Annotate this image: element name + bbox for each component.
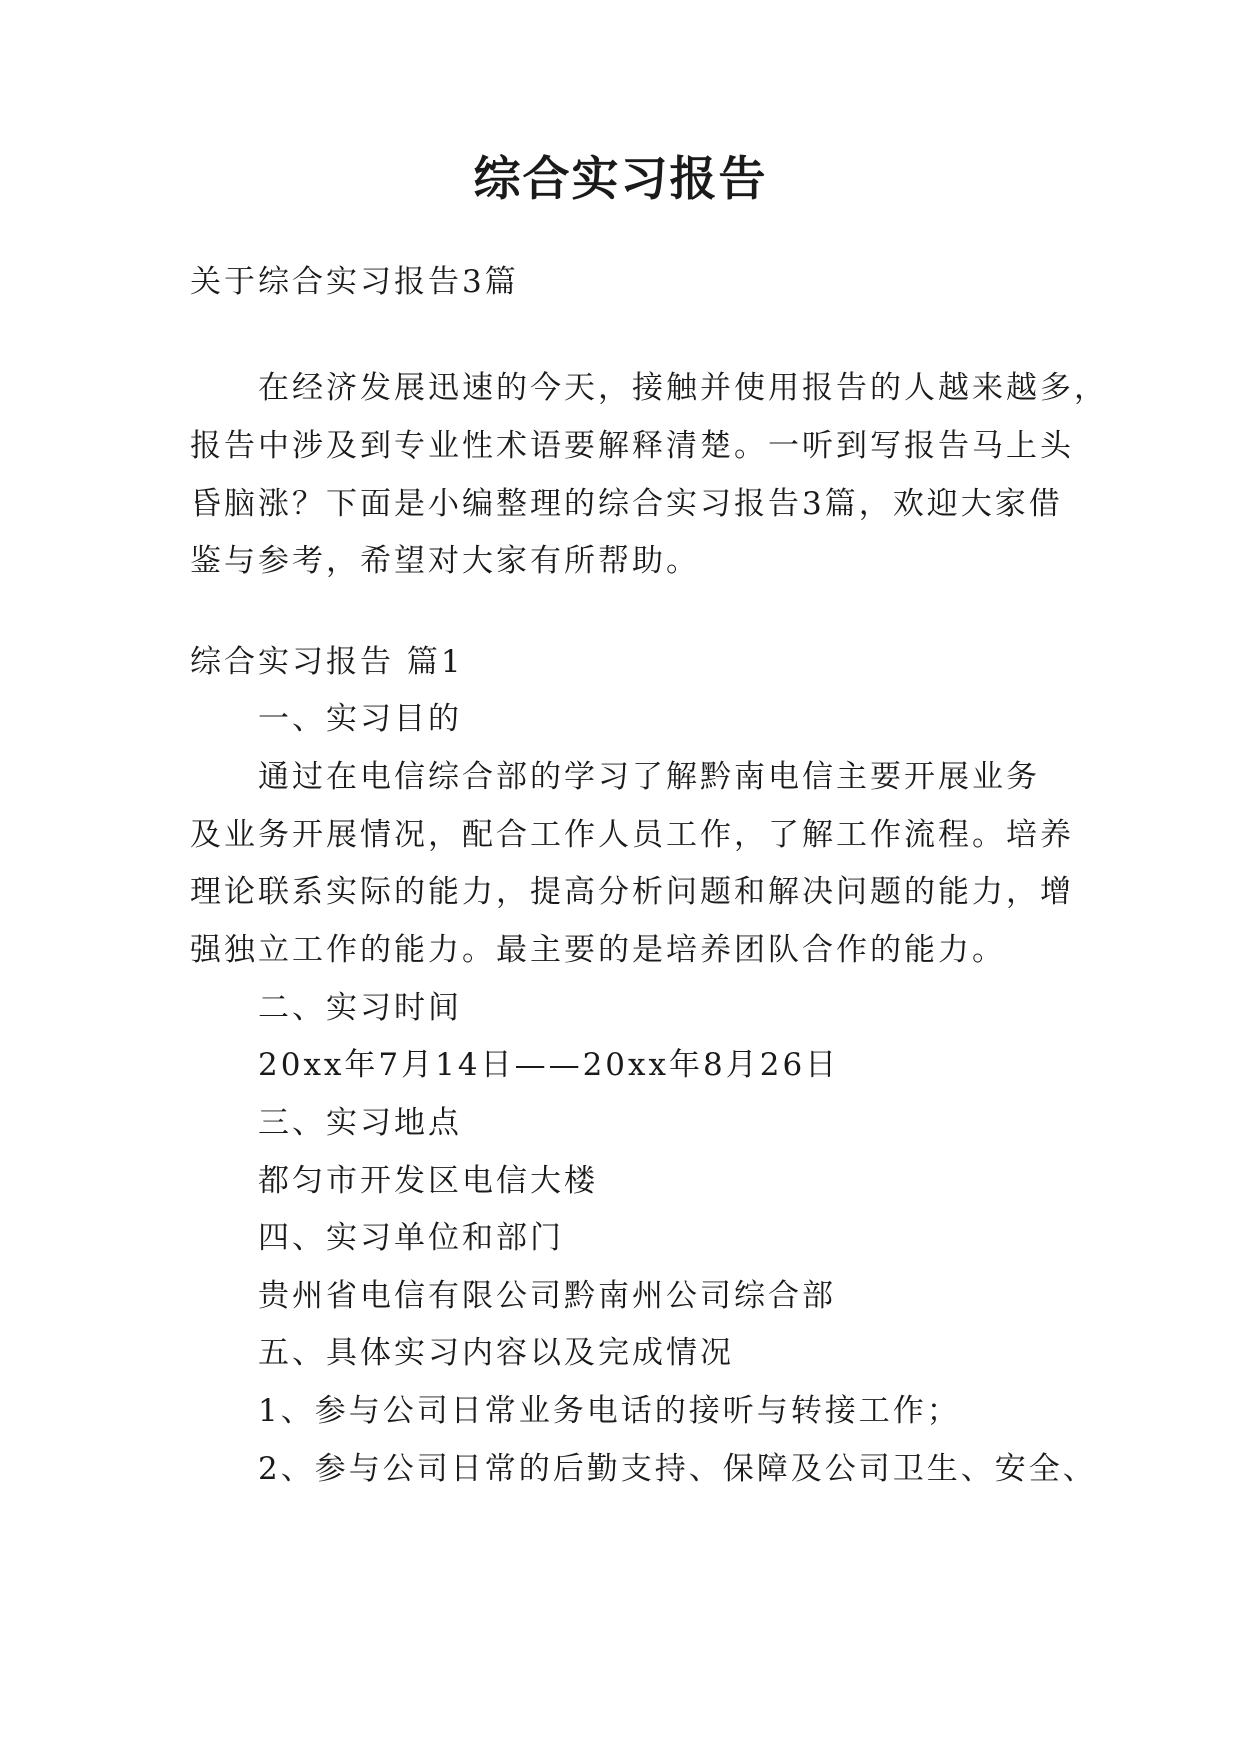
intro-line-2: 报告中涉及到专业性术语要解释清楚。一听到写报告马上头 <box>190 428 1074 464</box>
heading-content: 五、具体实习内容以及完成情况 <box>258 1335 734 1371</box>
intro-line-3: 昏脑涨？下面是小编整理的综合实习报告3篇，欢迎大家借 <box>190 486 1063 522</box>
time-text: 20xx年7月14日——20xx年8月26日 <box>258 1047 840 1083</box>
purpose-line-4: 强独立工作的能力。最主要的是培养团队合作的能力。 <box>190 932 1006 968</box>
section-title: 综合实习报告 篇1 <box>190 644 464 680</box>
purpose-line-1: 通过在电信综合部的学习了解黔南电信主要开展业务 <box>258 759 1040 795</box>
purpose-line-3: 理论联系实际的能力，提高分析问题和解决问题的能力，增 <box>190 874 1074 910</box>
document-subtitle: 关于综合实习报告3篇 <box>190 264 519 300</box>
heading-unit: 四、实习单位和部门 <box>258 1220 564 1256</box>
intro-line-4: 鉴与参考，希望对大家有所帮助。 <box>190 543 700 579</box>
document-title: 综合实习报告 <box>473 152 768 207</box>
content-item-2: 2、参与公司日常的后勤支持、保障及公司卫生、安全、 <box>258 1451 1097 1487</box>
purpose-line-2: 及业务开展情况，配合工作人员工作，了解工作流程。培养 <box>190 817 1074 853</box>
unit-text: 贵州省电信有限公司黔南州公司综合部 <box>258 1278 836 1314</box>
location-text: 都匀市开发区电信大楼 <box>258 1163 598 1199</box>
intro-line-1: 在经济发展迅速的今天，接触并使用报告的人越来越多， <box>258 370 1108 406</box>
heading-purpose: 一、实习目的 <box>258 701 462 737</box>
heading-location: 三、实习地点 <box>258 1105 462 1141</box>
heading-time: 二、实习时间 <box>258 990 462 1026</box>
content-item-1: 1、参与公司日常业务电话的接听与转接工作； <box>258 1393 961 1429</box>
